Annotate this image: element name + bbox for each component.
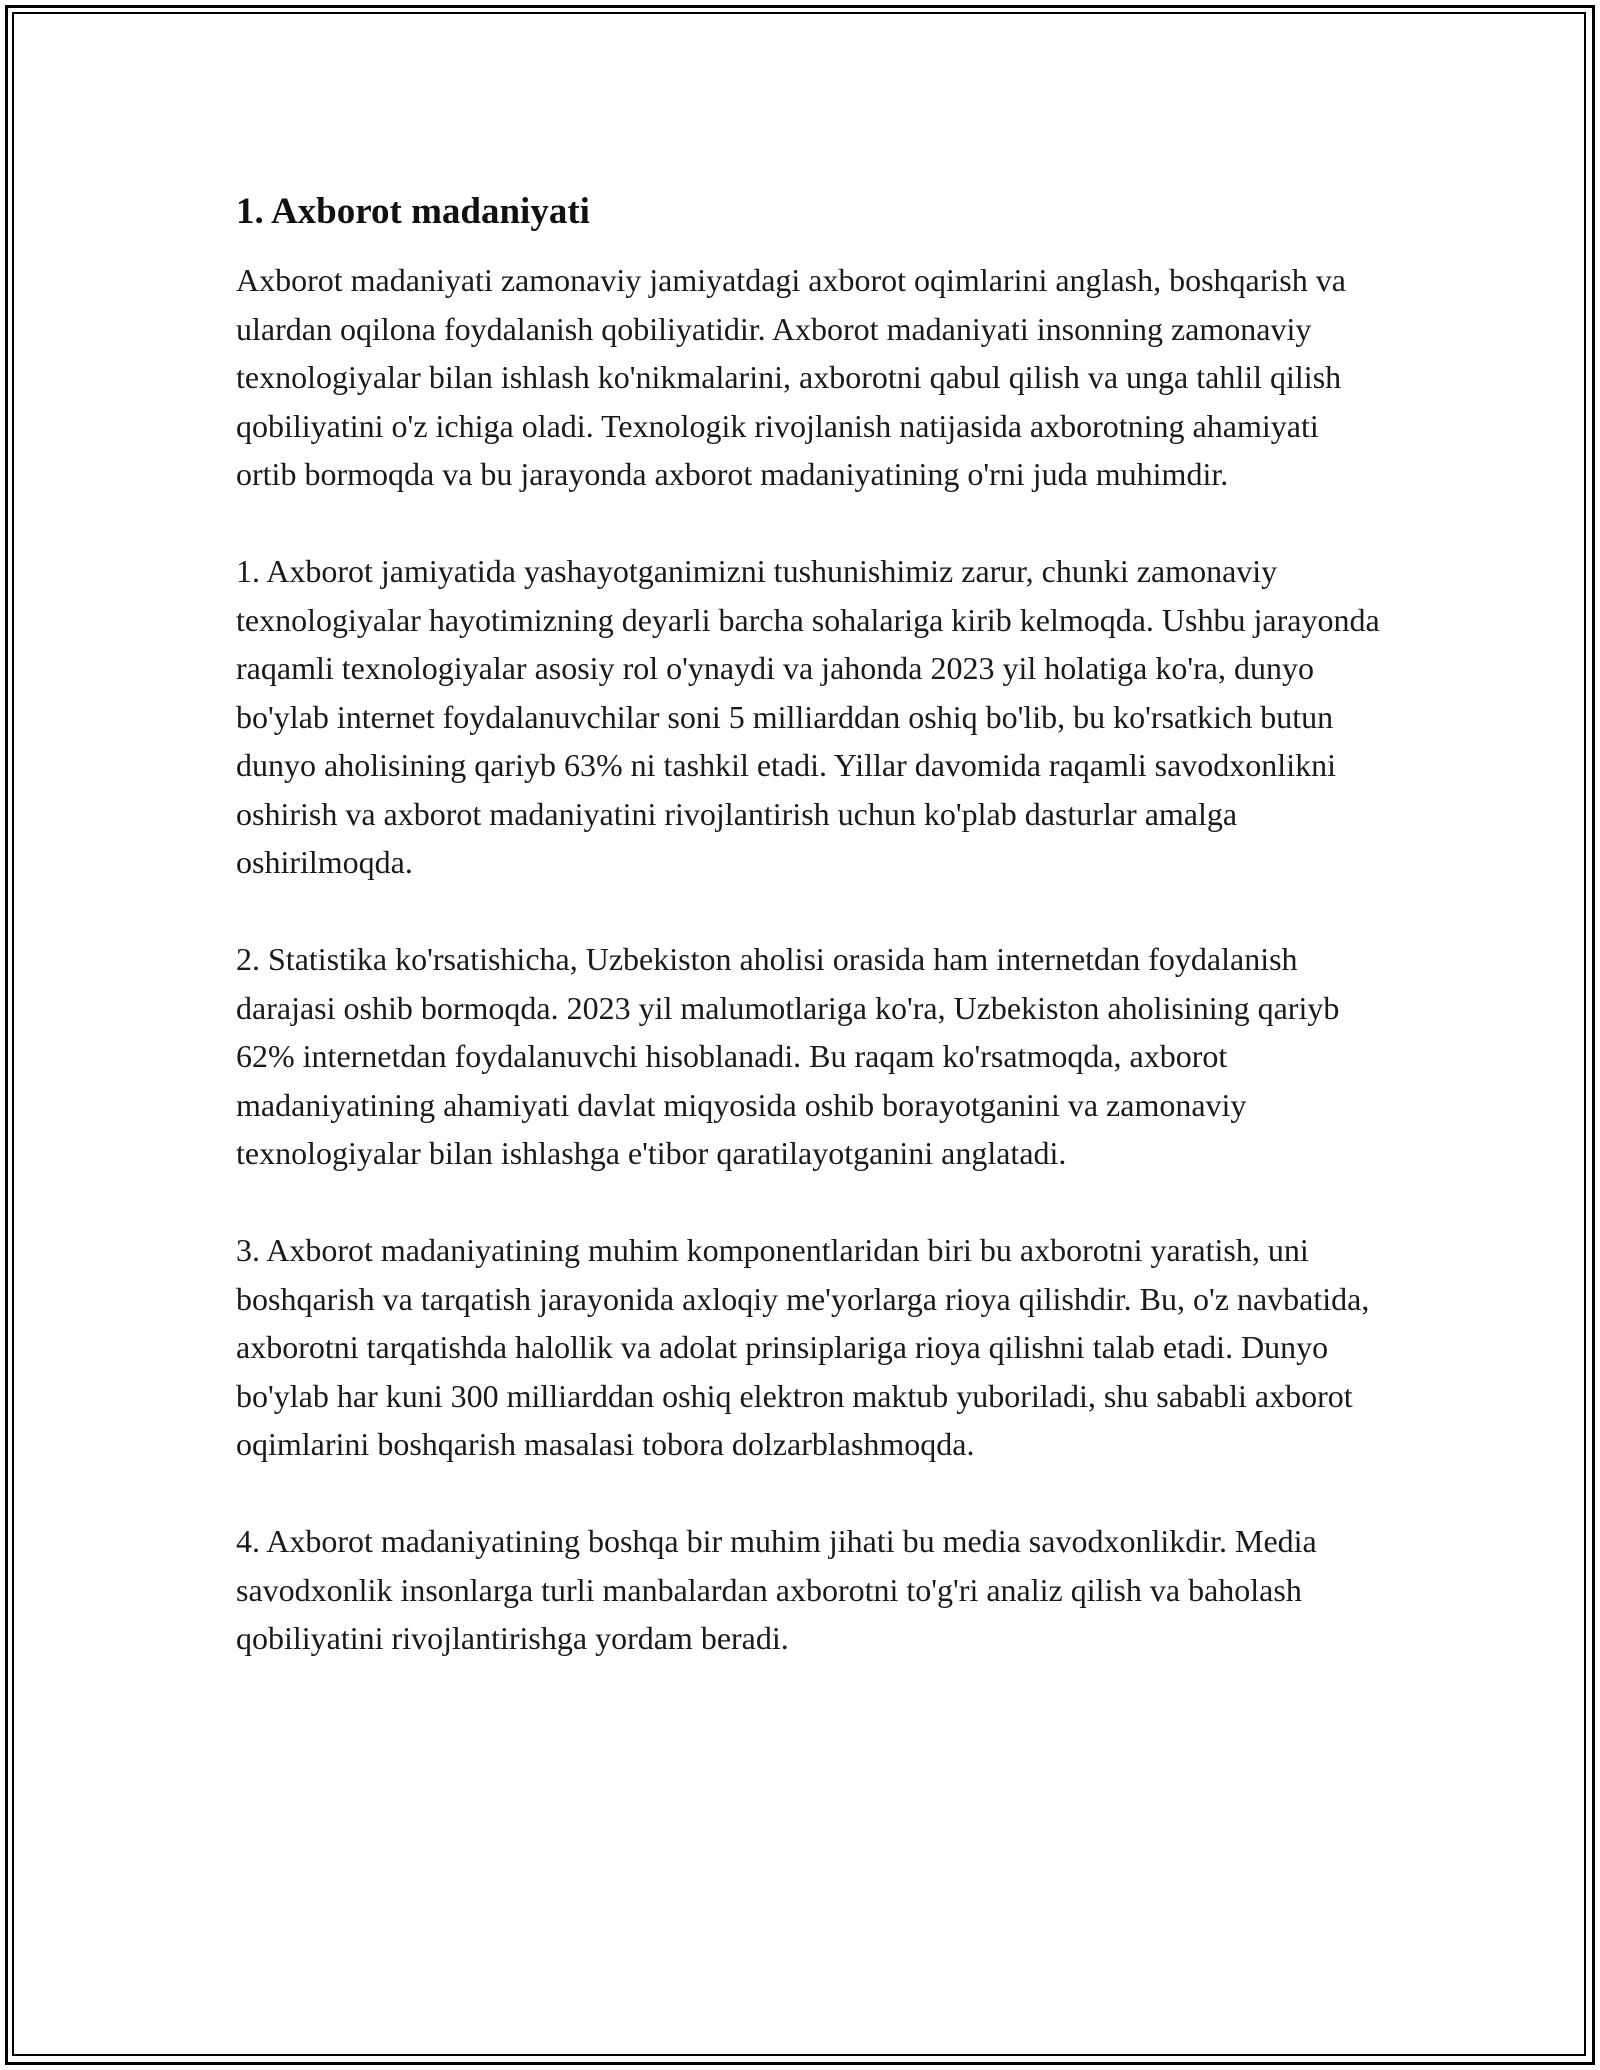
section-heading: 1. Axborot madaniyati [236,191,590,232]
paragraph-4: 4. Axborot madaniyatining boshqa bir muhim jihati bu media savodxonlikdir. Media savodxonlik insonlarga turli manbalardan axborotni to'g'ri analiz qilish va baholash qobiliyatini rivojlantirishga yordam beradi. [236,1523,1317,1656]
paragraph-2: 2. Statistika ko'rsatishicha, Uzbekiston aholisi orasida ham internetdan foydalanish darajasi oshib bormoqda. 2023 yil malumotlariga ko'ra, Uzbekiston aholisining qariyb 62% internetdan foydalanuvchi hisoblanadi. Bu raqam ko'rsatmoqda, axborot madaniyatining ahamiyati davlat miqyosida oshib borayotganini va zamonaviy texnologiyalar bilan ishlashga e'tibor qaratilayotganini anglatadi. [236,941,1340,1171]
paragraph-1: 1. Axborot jamiyatida yashayotganimizni tushunishimiz zarur, chunki zamonaviy texnologiyalar hayotimizning deyarli barcha sohalariga kirib kelmoqda. Ushbu jarayonda raqamli texnologiyalar asosiy rol o'ynaydi va jahonda 2023 yil holatiga ko'ra, dunyo bo'ylab internet foydalanuvchilar soni 5 milliarddan oshiq bo'lib, bu ko'rsatkich butun dunyo aholisining qariyb 63% ni tashkil etadi. Yillar davomida raqamli savodxonlikni oshirish va axborot madaniyatini rivojlantirish uchun ko'plab dasturlar amalga oshirilmoqda. [236,553,1380,880]
paragraph-3: 3. Axborot madaniyatining muhim komponentlaridan biri bu axborotni yaratish, uni boshqarish va tarqatish jarayonida axloqiy me'yorlarga rioya qilishdir. Bu, o'z navbatida, axborotni tarqatishda halollik va adolat prinsiplariga rioya qilishni talab etadi. Dunyo bo'ylab har kuni 300 milliarddan oshiq elektron maktub yuboriladi, shu sababli axborot oqimlarini boshqarish masalasi tobora dolzarblashmoqda. [236,1232,1370,1462]
document-body [236,188,1386,1711]
intro-paragraph: Axborot madaniyati zamonaviy jamiyatdagi axborot oqimlarini anglash, boshqarish va ulardan oqilona foydalanish qobiliyatidir. Axborot madaniyati insonning zamonaviy texnologiyalar bilan ishlash ko'nikmalarini, axborotni qabul qilish va unga tahlil qilish qobiliyatini o'z ichiga oladi. Texnologik rivojlanish natijasida axborotning ahamiyati ortib bormoqda va bu jarayonda axborot madaniyatining o'rni juda muhimdir. [236,262,1346,492]
